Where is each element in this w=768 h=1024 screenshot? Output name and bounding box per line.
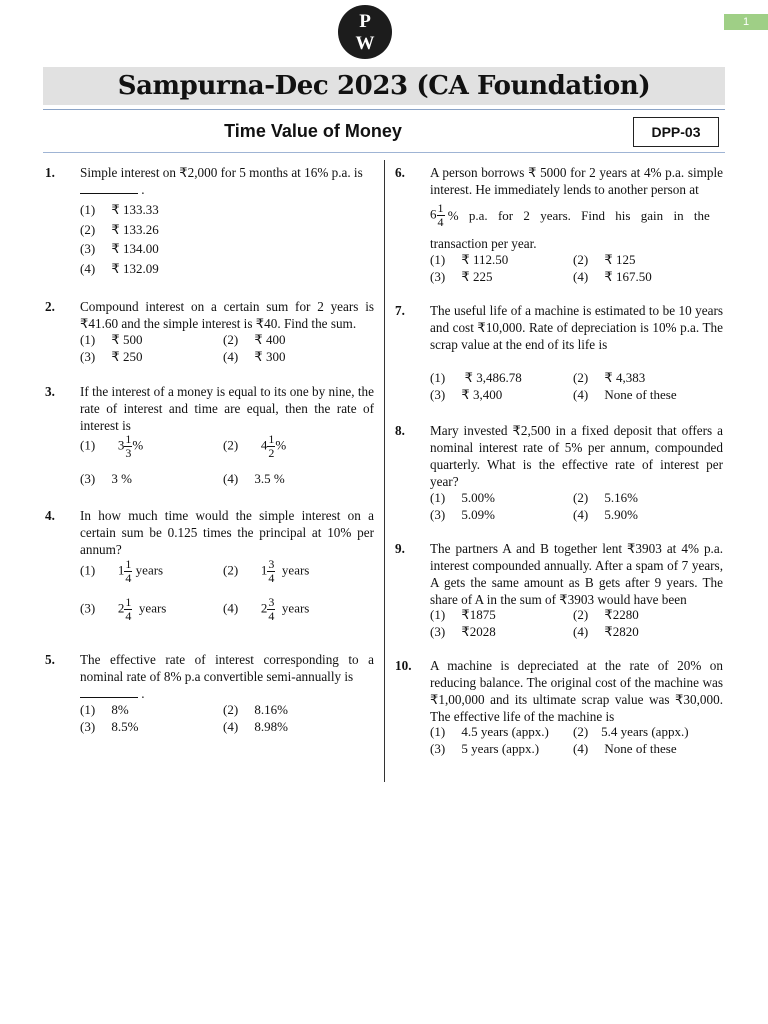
question-text: Mary invested ₹2,500 in a fixed deposit that offers a nominal interest rate of 5% per annum, compounded quarterly. What is the effective rate of interest per year? xyxy=(430,423,723,489)
header-divider-top xyxy=(43,109,725,110)
question-number: 1. xyxy=(45,165,55,180)
question-number: 6. xyxy=(395,165,405,180)
option-2: (2) 5.16% xyxy=(573,490,639,505)
option-2: (2) 5.4 years (appx.) xyxy=(573,724,689,739)
option-3: (3) 2 $\frac{1}{4}$ years xyxy=(80,595,167,623)
option-2: (2) 4 $\frac{1}{2}$ % xyxy=(223,432,287,460)
question-text-part-a: A person borrows ₹ 5000 for 2 years at 4% p.a. simple interest. He immediately lends to another person at xyxy=(430,165,723,197)
option-3: (3) 5 years (appx.) xyxy=(430,741,540,756)
question-number: 8. xyxy=(395,423,405,438)
option-2: (2) ₹ 4,383 xyxy=(573,370,646,385)
question-number: 7. xyxy=(395,303,405,318)
question-text: In how much time would the simple interest on a certain sum be 0.125 times the principal at 10% per annum? xyxy=(80,508,374,557)
answer-blank xyxy=(80,697,138,698)
question-text-part-b: 6 $\frac{1}{4}$ % p.a. for 2 years. Find his gain in the xyxy=(430,201,710,229)
option-2: (2) 1 $\frac{3}{4}$ years xyxy=(223,557,310,585)
option-1: (1) 8% xyxy=(80,702,129,717)
question-number: 9. xyxy=(395,541,405,556)
option-4: (4) ₹ 167.50 xyxy=(573,269,652,284)
question-text: The partners A and B together lent ₹3903 at 4% p.a. interest compounded annually. After a spam of 7 years, A gets the same amount as B gets after 9 years. The share of A in the sum of ₹3903 would have been xyxy=(430,541,723,607)
option-1: (1) 5.00% xyxy=(430,490,496,505)
question-text: The effective rate of interest corresponding to a nominal rate of 8% p.a convertible semi-annually is . xyxy=(80,652,374,701)
option-3: (3) ₹ 3,400 xyxy=(430,387,503,402)
question-text: Simple interest on ₹2,000 for 5 months at 16% p.a. is . xyxy=(80,165,363,197)
option-1: (1) 1 $\frac{1}{4}$ years xyxy=(80,557,164,585)
question-number: 2. xyxy=(45,299,55,314)
question-number: 4. xyxy=(45,508,55,523)
banner-title: Sampurna-Dec 2023 (CA Foundation) xyxy=(117,71,651,101)
question-text: Compound interest on a certain sum for 2 years is ₹41.60 and the simple interest is ₹40. Find the sum. xyxy=(80,299,374,331)
question-text: The useful life of a machine is estimated to be 10 years and cost ₹10,000. Rate of depreciation is 10% p.a. The scrap value at the end of its life is xyxy=(430,303,723,352)
option-3: (3) 8.5% xyxy=(80,719,139,734)
option-1: (1) ₹1875 xyxy=(430,607,496,622)
option-3: (3) ₹ 250 xyxy=(80,349,143,364)
option-4: (4) 8.98% xyxy=(223,719,289,734)
option-3: (3) 3 % xyxy=(80,471,133,486)
question-number: 3. xyxy=(45,384,55,399)
question-text: If the interest of a money is equal to its one by nine, the rate of interest and time are equal, then the rate of interest is xyxy=(80,384,374,433)
question-number: 5. xyxy=(45,652,55,667)
question-text: A machine is depreciated at the rate of 20% on reducing balance. The original cost of the machine was ₹1,00,000 and its ultimate scrap value was ₹30,000. The effective life of the machine is xyxy=(430,658,723,724)
option-1: (1) ₹ 112.50 xyxy=(430,252,509,267)
topic-title: Time Value of Money xyxy=(224,121,402,141)
page-number-badge: 1 xyxy=(724,14,768,30)
question-number: 10. xyxy=(395,658,412,673)
option-4: (4) None of these xyxy=(573,741,677,756)
option-2: (2) 8.16% xyxy=(223,702,289,717)
option-4: (4) ₹ 132.09 xyxy=(80,261,159,276)
option-4: (4) 5.90% xyxy=(573,507,639,522)
option-3: (3) 5.09% xyxy=(430,507,496,522)
answer-blank xyxy=(80,193,138,194)
option-1: (1) ₹ 133.33 xyxy=(80,202,159,217)
dpp-label: DPP-03 xyxy=(633,117,719,147)
option-4: (4) None of these xyxy=(573,387,677,402)
column-divider xyxy=(384,160,385,782)
option-1: (1) ₹ 3,486.78 xyxy=(430,370,522,385)
option-2: (2) ₹ 400 xyxy=(223,332,286,347)
option-2: (2) ₹ 133.26 xyxy=(80,222,159,237)
option-1: (1) 4.5 years (appx.) xyxy=(430,724,549,739)
option-1: (1) 3 $\frac{1}{3}$ % xyxy=(80,432,144,460)
title-banner xyxy=(43,67,725,105)
option-3: (3) ₹ 225 xyxy=(430,269,493,284)
option-4: (4) ₹ 300 xyxy=(223,349,286,364)
option-1: (1) ₹ 500 xyxy=(80,332,143,347)
option-3: (3) ₹2028 xyxy=(430,624,496,639)
logo-letter-w: W xyxy=(355,33,375,54)
option-4: (4) 3.5 % xyxy=(223,471,285,486)
option-2: (2) ₹2280 xyxy=(573,607,639,622)
option-2: (2) ₹ 125 xyxy=(573,252,636,267)
question-text-part-c: transaction per year. xyxy=(430,236,537,251)
logo-letter-p: P xyxy=(359,11,371,32)
option-3: (3) ₹ 134.00 xyxy=(80,241,159,256)
header-divider-bottom xyxy=(43,152,725,153)
option-4: (4) 2 $\frac{3}{4}$ years xyxy=(223,595,310,623)
pw-logo xyxy=(338,5,392,59)
option-4: (4) ₹2820 xyxy=(573,624,639,639)
